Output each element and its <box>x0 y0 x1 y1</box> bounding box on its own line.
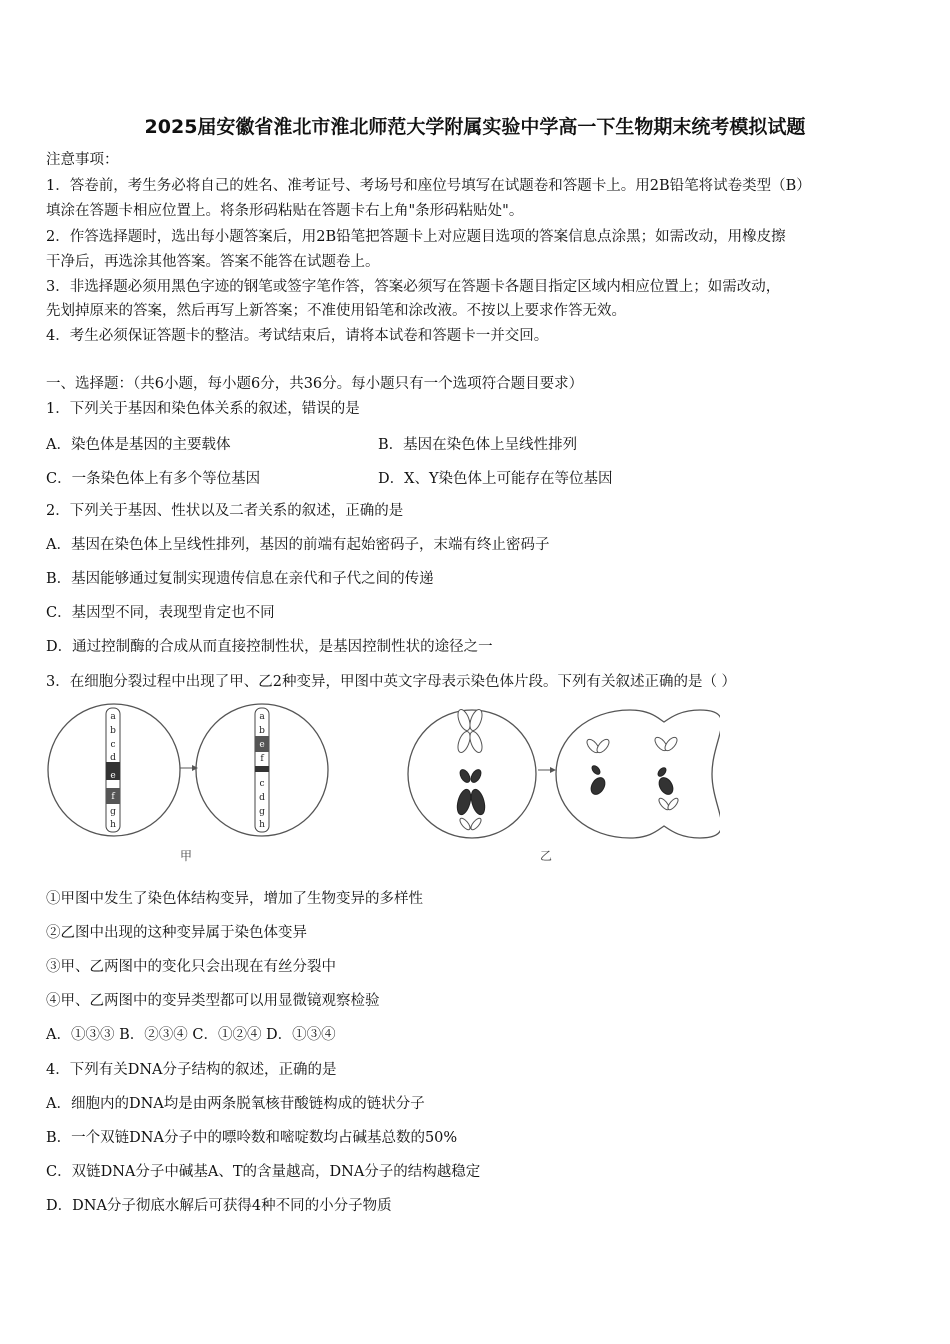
segment-label: g <box>110 807 116 817</box>
q4-option-d: D．DNA分子彻底水解后可获得4种不同的小分子物质 <box>46 1198 392 1214</box>
chromosome-left <box>106 708 120 832</box>
q3-options: A．①③③ B．②③④ C．①②④ D．①③④ <box>46 1027 336 1043</box>
chromosome-group <box>456 708 485 754</box>
q2-option-d: D．通过控制酶的合成从而直接控制性状，是基因控制性状的途径之一 <box>46 639 493 655</box>
segment-label: b <box>110 726 116 736</box>
segment-label: b <box>259 726 265 736</box>
q3-statement-3: ③甲、乙两图中的变化只会出现在有丝分裂中 <box>46 959 336 975</box>
q3-statement-1: ①甲图中发生了染色体结构变异，增加了生物变异的多样性 <box>46 891 423 907</box>
segment-label: a <box>110 712 116 722</box>
question-1-stem: 1．下列关于基因和染色体关系的叙述，错误的是 <box>46 401 360 417</box>
question-2-stem: 2．下列关于基因、性状以及二者关系的叙述，正确的是 <box>46 503 404 519</box>
segment-label: e <box>259 740 265 750</box>
notice-line: 4．考生必须保证答题卡的整洁。考试结束后，请将本试卷和答题卡一并交回。 <box>46 328 549 344</box>
q3-statement-4: ④甲、乙两图中的变异类型都可以用显微镜观察检验 <box>46 993 380 1009</box>
notice-line: 3．非选择题必须用黑色字迹的钢笔或签字笔作答，答案必须写在答题卡各题目指定区域内相应位置上；如需改动， <box>46 279 781 295</box>
segment-label: a <box>259 712 265 722</box>
q1-option-d: D．X、Y染色体上可能存在等位基因 <box>378 471 613 487</box>
figure-label-yi: 乙 <box>539 849 553 863</box>
segment-label: f <box>111 792 115 802</box>
q2-option-a: A．基因在染色体上呈线性排列，基因的前端有起始密码子，末端有终止密码子 <box>46 537 550 553</box>
segment-label: h <box>110 820 116 830</box>
notice-line: 1．答卷前，考生务必将自己的姓名、准考证号、考场号和座位号填写在试题卷和答题卡上。用2B铅笔将试卷类型（B） <box>46 178 811 194</box>
question-3-stem: 3．在细胞分裂过程中出现了甲、乙2种变异，甲图中英文字母表示染色体片段。下列有关叙述正确的是（ ） <box>46 674 737 690</box>
q4-option-c: C．双链DNA分子中碱基A、T的含量越高，DNA分子的结构越稳定 <box>46 1164 481 1180</box>
q2-option-c: C．基因型不同，表现型肯定也不同 <box>46 605 275 621</box>
segment-label: g <box>259 807 265 817</box>
segment-label: d <box>110 753 116 763</box>
chromosome-variation-figure <box>40 700 720 870</box>
section-heading: 一、选择题：（共6小题，每小题6分，共36分。每小题只有一个选项符合题目要求） <box>46 376 584 392</box>
q1-option-c: C．一条染色体上有多个等位基因 <box>46 471 261 487</box>
notice-line: 填涂在答题卡相应位置上。将条形码粘贴在答题卡右上角"条形码粘贴处"。 <box>46 203 524 219</box>
q4-option-a: A．细胞内的DNA均是由两条脱氧核苷酸链构成的链状分子 <box>46 1096 425 1112</box>
segment-label: d <box>259 793 265 803</box>
q1-option-a: A．染色体是基因的主要载体 <box>46 437 231 453</box>
notice-heading: 注意事项： <box>46 152 119 168</box>
q2-option-b: B．基因能够通过复制实现遗传信息在亲代和子代之间的传递 <box>46 571 434 587</box>
segment-label: f <box>260 754 264 764</box>
q1-option-b: B．基因在染色体上呈线性排列 <box>378 437 578 453</box>
segment-label: h <box>259 820 265 830</box>
page-title: 2025届安徽省淮北市淮北师范大学附属实验中学高一下生物期末统考模拟试题 <box>144 116 806 138</box>
segment-label: c <box>110 740 116 750</box>
figure-label-jia: 甲 <box>179 849 193 863</box>
notice-line: 先划掉原来的答案，然后再写上新答案；不准使用铅笔和涂改液。不按以上要求作答无效。 <box>46 303 626 319</box>
question-4-stem: 4．下列有关DNA分子结构的叙述，正确的是 <box>46 1062 337 1078</box>
q4-option-b: B．一个双链DNA分子中的嘌呤数和嘧啶数均占碱基总数的50% <box>46 1130 458 1146</box>
chromosome-right <box>255 708 269 832</box>
notice-line: 干净后，再选涂其他答案。答案不能答在试题卷上。 <box>46 254 380 270</box>
segment-label: e <box>110 771 116 781</box>
notice-line: 2．作答选择题时，选出每小题答案后，用2B铅笔把答题卡上对应题目选项的答案信息点涂黑；如需改动，用橡皮擦 <box>46 229 786 245</box>
dividing-cell <box>556 710 720 838</box>
segment-label: c <box>259 779 265 789</box>
q3-statement-2: ②乙图中出现的这种变异属于染色体变异 <box>46 925 307 941</box>
